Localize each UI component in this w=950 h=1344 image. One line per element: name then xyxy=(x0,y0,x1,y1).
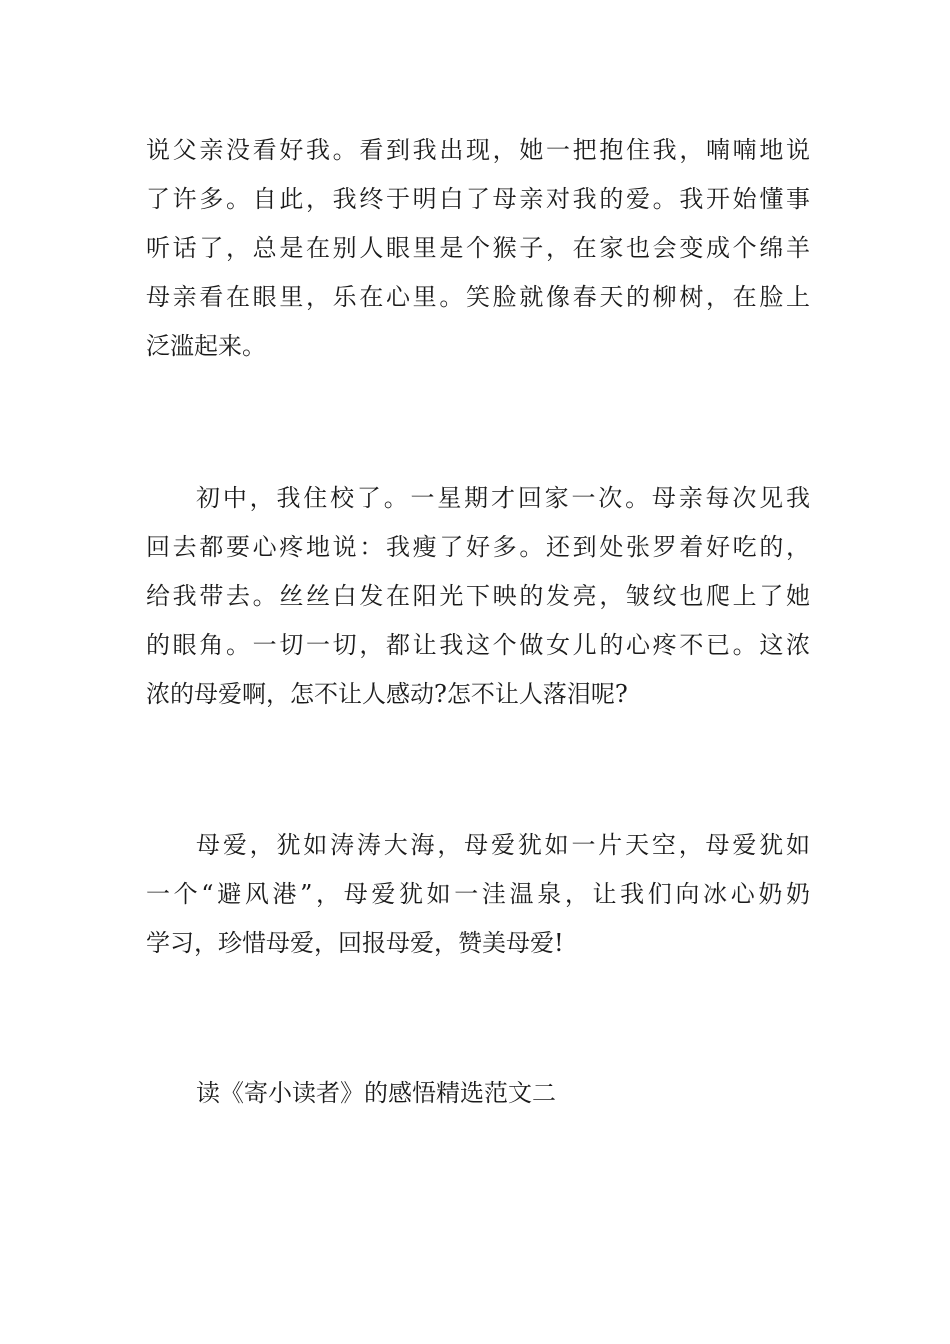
text-line: 母亲看在眼里，乐在心里。笑脸就像春天的柳树，在脸上 xyxy=(146,283,810,311)
text-line: 浓的母爱啊，怎不让人感动?怎不让人落泪呢? xyxy=(146,680,628,708)
text-line: 的眼角。一切一切，都让我这个做女儿的心疼不已。这浓 xyxy=(146,631,810,659)
text-line: 了许多。自此，我终于明白了母亲对我的爱。我开始懂事 xyxy=(146,185,810,213)
text-line: 说父亲没看好我。看到我出现，她一把抱住我，喃喃地说 xyxy=(146,136,810,164)
section-heading xyxy=(146,1069,810,1118)
text-line: 回去都要心疼地说：我瘦了好多。还到处张罗着好吃的， xyxy=(146,533,810,561)
text-line: 初中，我住校了。一星期才回家一次。母亲每次见我 xyxy=(196,484,810,512)
text-line: 母爱，犹如涛涛大海，母爱犹如一片天空，母爱犹如 xyxy=(196,831,810,859)
heading-line: 读《寄小读者》的感悟精选范文二 xyxy=(196,1079,556,1107)
text-line: 听话了，总是在别人眼里是个猴子，在家也会变成个绵羊 xyxy=(146,234,810,262)
text-line: 泛滥起来。 xyxy=(146,332,266,360)
text-line: 一个“避风港”，母爱犹如一洼温泉，让我们向冰心奶奶 xyxy=(146,880,810,908)
text-line: 学习，珍惜母爱，回报母爱，赞美母爱! xyxy=(146,929,564,957)
text-line: 给我带去。丝丝白发在阳光下映的发亮，皱纹也爬上了她 xyxy=(146,582,810,610)
paragraph-mother-love xyxy=(146,821,810,968)
paragraph-junior-high xyxy=(146,474,810,719)
paragraph-continuation xyxy=(146,126,810,371)
